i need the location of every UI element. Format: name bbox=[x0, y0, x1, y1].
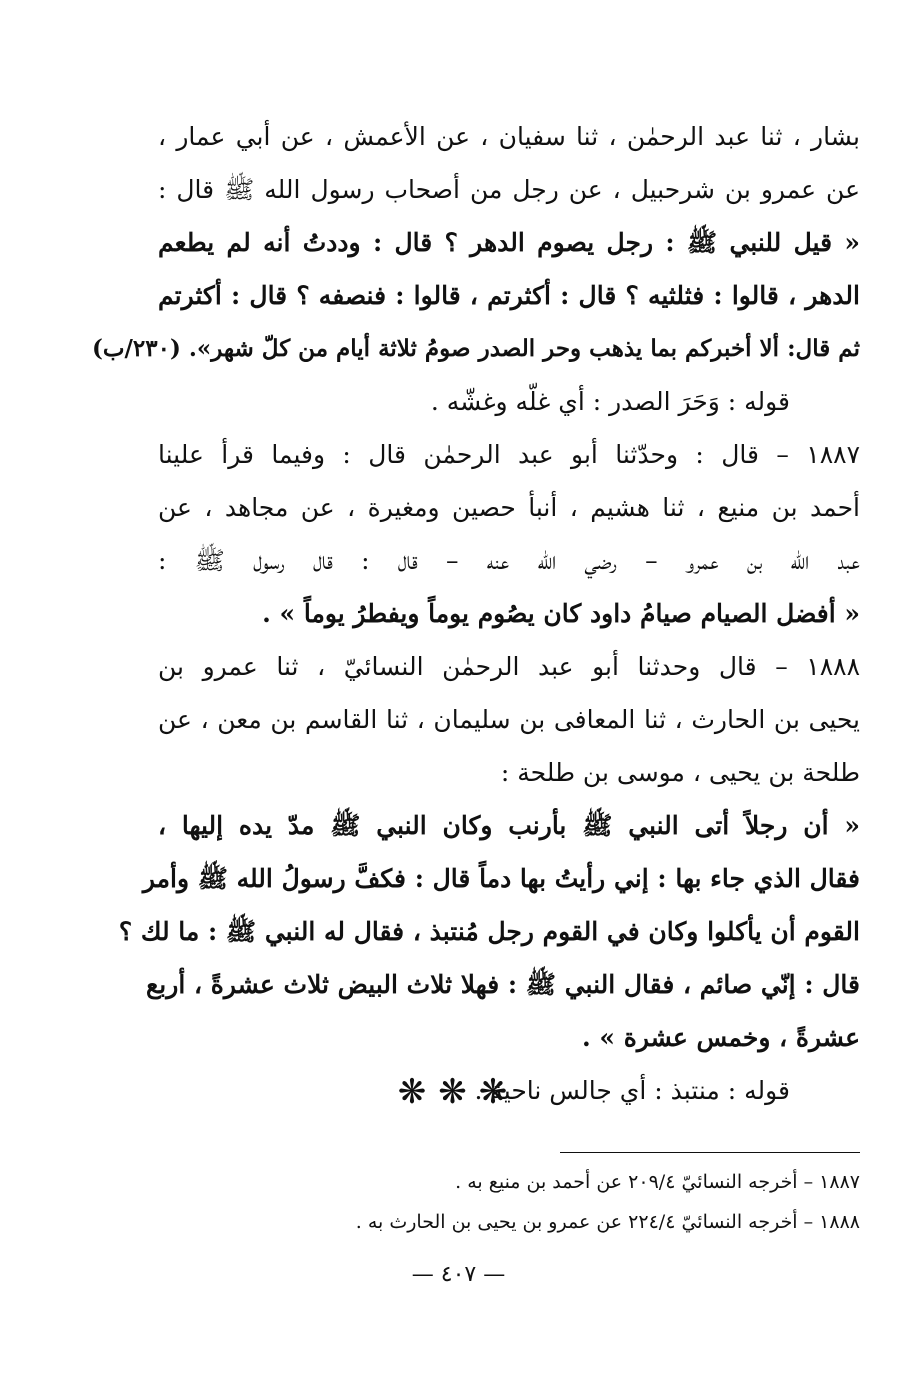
hadith-quote-line: الدهر ، قالوا : فثلثيه ؟ قال : أكثرتم ، قالوا : فنصفه ؟ قال : أكثرتم bbox=[158, 281, 860, 310]
text-line: بشار ، ثنا عبد الرحمٰن ، ثنا سفيان ، عن الأعمش ، عن أبي عمار ، bbox=[158, 122, 860, 151]
text-line: أحمد بن منيع ، ثنا هشيم ، أنبأ حصين ومغيرة ، عن مجاهد ، عن bbox=[158, 493, 860, 522]
hadith-quote-line: « أن رجلاً أتى النبي ﷺ بأرنب وكان النبي ﷺ مدّ يده إليها ، bbox=[158, 811, 860, 840]
section-ornament: ❋❋❋ bbox=[397, 1072, 520, 1112]
footnote-divider bbox=[560, 1152, 860, 1153]
hadith-quote-line: القوم أن يأكلوا وكان في القوم رجل مُنتبذ ، فقال له النبي ﷺ : ما لك ؟ bbox=[118, 917, 860, 946]
footnotes bbox=[200, 1162, 860, 1242]
commentary-line: قوله : منتبذ : أي جالس ناحية . bbox=[474, 1076, 790, 1105]
hadith-quote-line: قال : إنّي صائم ، فقال النبي ﷺ : فهلا ثلاث البيض ثلاث عشرةً ، أربع bbox=[145, 970, 860, 999]
text-line: طلحة بن يحيى ، موسى بن طلحة : bbox=[500, 758, 860, 787]
hadith-1888-header: ١٨٨٨ – قال وحدثنا أبو عبد الرحمٰن النسائيّ ، ثنا عمرو بن bbox=[158, 652, 860, 681]
hadith-quote-line: عشرةً ، وخمس عشرة » . bbox=[582, 1023, 860, 1052]
hadith-quote-line: « قيل للنبي ﷺ : رجل يصوم الدهر ؟ قال : وددتُ أنه لم يطعم bbox=[158, 228, 860, 257]
hadith-1887-header: ١٨٨٧ – قال : وحدّثنا أبو عبد الرحمٰن قال : وفيما قرأ علينا bbox=[158, 440, 860, 469]
page-number: — ٤٠٧ — bbox=[411, 1262, 506, 1287]
text-line: عن عمرو بن شرحبيل ، عن رجل من أصحاب رسول الله ﷺ قال : bbox=[158, 175, 860, 204]
hadith-quote-line: فقال الذي جاء بها : إني رأيتُ بها دماً قال : فكفَّ رسولُ الله ﷺ وأمر bbox=[142, 864, 860, 893]
text-line: عبد الله بن عمرو – رضي الله عنه – قال : قال رسول ﷺ : bbox=[158, 546, 860, 575]
hadith-quote-line: ثم قال: ألا أخبركم بما يذهب وحر الصدر صومُ ثلاثة أيام من كلّ شهر». (٢٣٠/ب) bbox=[91, 335, 860, 362]
footnote-1888: ١٨٨٨ – أخرجه النسائيّ ٢٢٤/٤ عن عمرو بن يحيى بن الحارث به . bbox=[355, 1211, 860, 1233]
commentary-line: قوله : وَحَرَ الصدر : أي غلّه وغشّه . bbox=[430, 387, 790, 416]
text-line: يحيى بن الحارث ، ثنا المعافى بن سليمان ، ثنا القاسم بن معن ، عن bbox=[158, 705, 860, 734]
footnote-1887: ١٨٨٧ – أخرجه النسائيّ ٢٠٩/٤ عن أحمد بن منيع به . bbox=[455, 1171, 860, 1193]
hadith-quote-line: « أفضل الصيام صيامُ داود كان يصُوم يوماً ويفطرُ يوماً » . bbox=[262, 599, 860, 628]
main-text bbox=[91, 110, 860, 1117]
